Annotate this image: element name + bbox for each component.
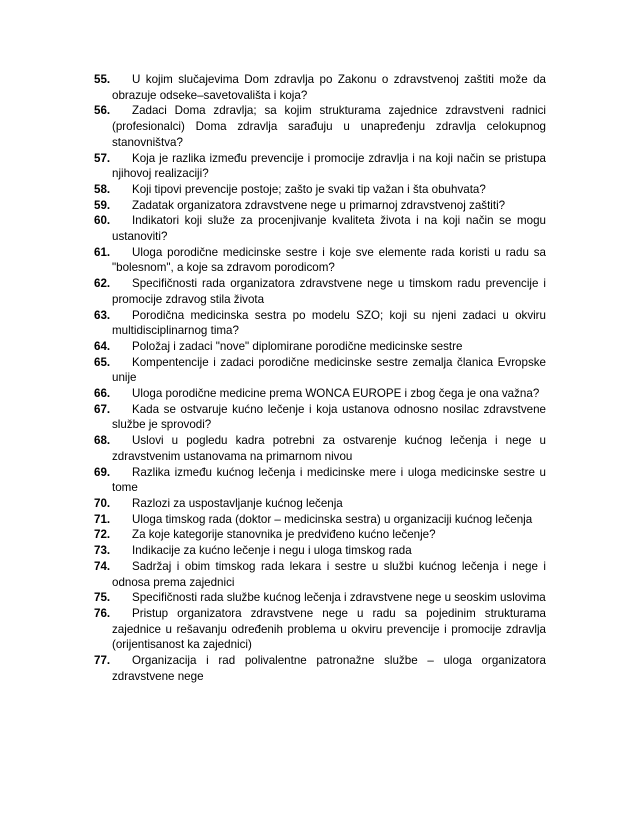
question-number: 56. xyxy=(94,104,111,118)
question-text: Organizacija i rad polivalentne patronažne službe – uloga organizatora zdravstvene nege xyxy=(112,654,546,683)
question-text: Razlozi za uspostavljanje kućnog lečenja xyxy=(132,496,343,510)
question-number: 57. xyxy=(94,151,111,165)
question-item xyxy=(94,496,546,512)
question-item xyxy=(94,512,546,528)
question-text: Uloga porodične medicinske sestre i koje sve elemente rada koristi u radu sa "bolesnom", a koje sa zdravom porodicom? xyxy=(112,245,546,275)
question-text: Porodična medicinska sestra po modelu SZO; koji su njeni zadaci u okviru multidisciplinarnog tima? xyxy=(112,308,546,338)
question-number: 69. xyxy=(94,465,111,479)
question-text: Položaj i zadaci "nove" diplomirane porodične medicinske sestre xyxy=(132,339,463,353)
question-item xyxy=(94,182,546,198)
question-text: Indikacije za kućno lečenje i negu i uloga timskog rada xyxy=(132,544,412,558)
question-item xyxy=(94,527,546,543)
question-text: Indikatori koji služe za procenjivanje kvaliteta života i na koji način se mogu ustanoviti? xyxy=(112,214,546,244)
question-item xyxy=(94,103,546,150)
question-number: 70. xyxy=(94,496,111,510)
question-item xyxy=(94,465,546,496)
question-number: 64. xyxy=(94,339,111,353)
question-number: 67. xyxy=(94,402,111,416)
question-number: 66. xyxy=(94,387,111,401)
question-text: Zadatak organizatora zdravstvene nege u primarnoj zdravstvenoj zaštiti? xyxy=(132,198,506,212)
question-list xyxy=(94,72,546,684)
question-number: 77. xyxy=(94,654,111,668)
question-number: 63. xyxy=(94,308,111,322)
question-number: 62. xyxy=(94,277,111,291)
question-text: Razlika između kućnog lečenja i medicinske mere i uloga medicinske sestre u tome xyxy=(112,465,546,495)
question-item xyxy=(94,653,546,684)
question-number: 71. xyxy=(94,512,111,526)
question-item xyxy=(94,276,546,307)
question-text: Zadaci Doma zdravlja; sa kojim strukturama zajednice zdravstveni radnici (profesionalci) Doma zdravlja sarađuju u unapređenju zdravlja celokupnog stanovništva? xyxy=(112,104,546,149)
question-item xyxy=(94,386,546,402)
question-number: 61. xyxy=(94,245,111,259)
question-item xyxy=(94,543,546,559)
question-number: 72. xyxy=(94,528,111,542)
question-text: U kojim slučajevima Dom zdravlja po Zakonu o zdravstvenoj zaštiti može da obrazuje odseke–savetovališta i koja? xyxy=(112,73,546,102)
question-text: Specifičnosti rada službe kućnog lečenja i zdravstvene nege u seoskim uslovima xyxy=(132,591,546,605)
question-text: Sadržaj i obim timskog rada lekara i sestre u službi kućnog lečenja i nege i odnosa prema zajednici xyxy=(112,559,546,589)
question-number: 74. xyxy=(94,559,111,573)
question-item xyxy=(94,151,546,182)
question-item xyxy=(94,213,546,244)
question-number: 58. xyxy=(94,182,111,196)
question-item xyxy=(94,402,546,433)
question-text: Za koje kategorije stanovnika je predviđeno kućno lečenje? xyxy=(132,528,436,542)
question-text: Pristup organizatora zdravstvene nege u radu sa pojedinim strukturama zajednice u rešavanju određenih problema u okviru prevencije i promocije zdravlja (orijentisanost ka zajednici) xyxy=(112,606,546,652)
question-item xyxy=(94,245,546,276)
question-item xyxy=(94,355,546,386)
question-text: Uslovi u pogledu kadra potrebni za ostvarenje kućnog lečenja i nege u zdravstvenim ustanovama na primarnom nivou xyxy=(112,434,546,463)
question-item xyxy=(94,198,546,214)
question-text: Uloga porodične medicine prema WONCA EUROPE i zbog čega je ona važna? xyxy=(132,387,540,401)
question-item xyxy=(94,433,546,464)
question-text: Kada se ostvaruje kućno lečenje i koja ustanova odnosno nosilac zdravstvene službe je sprovodi? xyxy=(112,402,546,432)
question-item xyxy=(94,590,546,606)
question-number: 76. xyxy=(94,606,111,620)
question-text: Koja je razlika između prevencije i promocije zdravlja i na koji način se pristupa njihovoj realizaciji? xyxy=(112,151,546,181)
question-number: 75. xyxy=(94,591,111,605)
question-item xyxy=(94,339,546,355)
question-number: 60. xyxy=(94,214,111,228)
question-item xyxy=(94,606,546,653)
question-text: Koji tipovi prevencije postoje; zašto je svaki tip važan i šta obuhvata? xyxy=(132,182,486,196)
question-number: 65. xyxy=(94,355,111,369)
question-number: 55. xyxy=(94,73,111,86)
question-item xyxy=(94,559,546,590)
question-text: Specifičnosti rada organizatora zdravstvene nege u timskom radu prevencije i promocije zdravog stila života xyxy=(112,277,546,306)
question-number: 59. xyxy=(94,198,111,212)
question-text: Uloga timskog rada (doktor – medicinska sestra) u organizaciji kućnog lečenja xyxy=(132,512,533,526)
question-number: 68. xyxy=(94,434,111,448)
question-number: 73. xyxy=(94,544,111,558)
question-item xyxy=(94,308,546,339)
question-text: Kompentencije i zadaci porodične medicinske sestre zemalja članica Evropske unije xyxy=(112,355,546,385)
question-item xyxy=(94,72,546,103)
